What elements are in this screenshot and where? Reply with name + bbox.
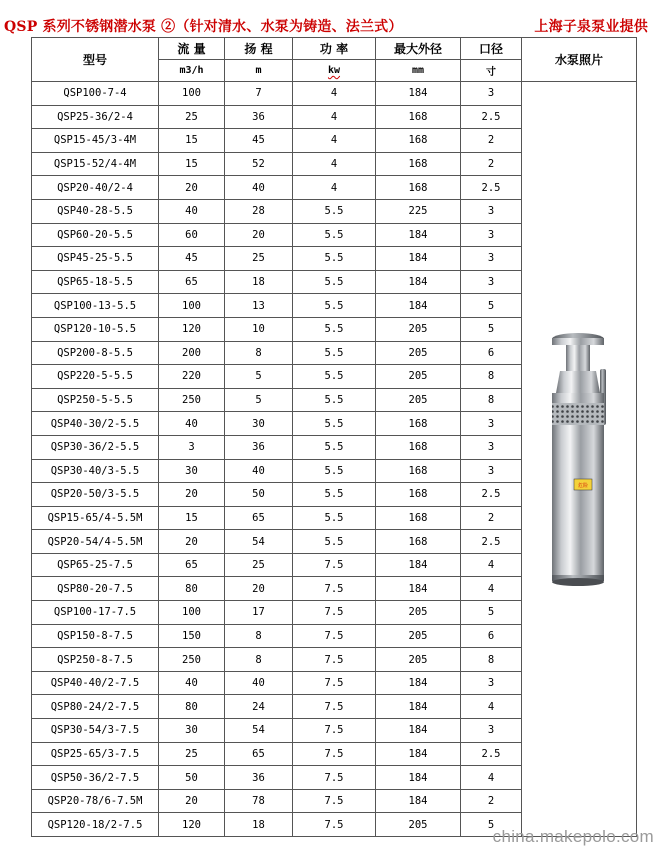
cell-diameter: 184 [376,553,461,577]
cell-model: QSP20-54/4-5.5M [32,530,159,554]
unit-outlet: 寸 [461,60,522,82]
cell-power: 7.5 [293,577,376,601]
cell-model: QSP40-28-5.5 [32,199,159,223]
cell-flow: 25 [159,742,225,766]
cell-model: QSP15-45/3-4M [32,129,159,153]
cell-flow: 60 [159,223,225,247]
cell-head: 36 [225,766,293,790]
cell-model: QSP100-7-4 [32,82,159,106]
cell-power: 5.5 [293,199,376,223]
cell-power: 5.5 [293,483,376,507]
cell-diameter: 184 [376,766,461,790]
cell-model: QSP120-10-5.5 [32,317,159,341]
cell-outlet: 3 [461,270,522,294]
cell-model: QSP220-5-5.5 [32,365,159,389]
cell-outlet: 3 [461,247,522,271]
watermark: china.makepolo.com [492,827,654,846]
cell-diameter: 184 [376,270,461,294]
cell-diameter: 168 [376,176,461,200]
cell-flow: 3 [159,435,225,459]
cell-diameter: 168 [376,412,461,436]
cell-head: 5 [225,365,293,389]
cell-model: QSP25-36/2-4 [32,105,159,129]
cell-power: 7.5 [293,601,376,625]
cell-diameter: 184 [376,671,461,695]
cell-flow: 15 [159,506,225,530]
cell-power: 7.5 [293,789,376,813]
cell-power: 7.5 [293,813,376,837]
cell-power: 7.5 [293,553,376,577]
cell-diameter: 184 [376,294,461,318]
cell-head: 8 [225,341,293,365]
cell-outlet: 6 [461,341,522,365]
cell-model: QSP25-65/3-7.5 [32,742,159,766]
cell-head: 65 [225,742,293,766]
unit-diameter: mm [376,60,461,82]
cell-power: 5.5 [293,270,376,294]
cell-head: 52 [225,152,293,176]
photo-cell [522,82,637,837]
cell-head: 25 [225,247,293,271]
cell-model: QSP15-52/4-4M [32,152,159,176]
cell-outlet: 3 [461,435,522,459]
cell-flow: 150 [159,624,225,648]
cell-outlet: 2.5 [461,530,522,554]
cell-model: QSP30-40/3-5.5 [32,459,159,483]
cell-diameter: 205 [376,317,461,341]
cell-head: 40 [225,459,293,483]
cell-model: QSP65-25-7.5 [32,553,159,577]
cell-flow: 220 [159,365,225,389]
cell-model: QSP100-17-7.5 [32,601,159,625]
header-power: 功 率 [293,38,376,60]
cell-model: QSP50-36/2-7.5 [32,766,159,790]
cell-outlet: 3 [461,223,522,247]
cell-power: 5.5 [293,388,376,412]
header-model: 型号 [32,38,159,82]
cell-power: 7.5 [293,624,376,648]
cell-flow: 20 [159,176,225,200]
cell-diameter: 184 [376,577,461,601]
cell-head: 17 [225,601,293,625]
cell-model: QSP15-65/4-5.5M [32,506,159,530]
cell-head: 13 [225,294,293,318]
cell-head: 5 [225,388,293,412]
cell-power: 5.5 [293,530,376,554]
cell-flow: 25 [159,105,225,129]
cell-head: 24 [225,695,293,719]
cell-flow: 120 [159,317,225,341]
cell-flow: 250 [159,388,225,412]
cell-head: 25 [225,553,293,577]
cell-diameter: 205 [376,388,461,412]
cell-head: 40 [225,176,293,200]
table-row [32,82,637,106]
cell-model: QSP20-50/3-5.5 [32,483,159,507]
cell-power: 5.5 [293,365,376,389]
cell-diameter: 184 [376,719,461,743]
cell-model: QSP65-18-5.5 [32,270,159,294]
cell-outlet: 8 [461,365,522,389]
cell-diameter: 184 [376,82,461,106]
cell-head: 36 [225,435,293,459]
cell-diameter: 168 [376,152,461,176]
cell-flow: 50 [159,766,225,790]
cell-outlet: 3 [461,459,522,483]
cell-outlet: 5 [461,317,522,341]
pump-photo [540,329,618,589]
header-outlet: 口径 [461,38,522,60]
cell-flow: 100 [159,601,225,625]
cell-diameter: 205 [376,365,461,389]
cell-flow: 120 [159,813,225,837]
cell-power: 5.5 [293,247,376,271]
unit-flow: m3/h [159,60,225,82]
cell-head: 20 [225,577,293,601]
cell-head: 30 [225,412,293,436]
cell-outlet: 4 [461,577,522,601]
cell-model: QSP250-8-7.5 [32,648,159,672]
cell-outlet: 5 [461,813,522,837]
cell-diameter: 168 [376,129,461,153]
cell-head: 36 [225,105,293,129]
cell-power: 5.5 [293,506,376,530]
cell-head: 65 [225,506,293,530]
cell-outlet: 8 [461,388,522,412]
header-diameter: 最大外径 [376,38,461,60]
cell-diameter: 184 [376,742,461,766]
cell-outlet: 3 [461,719,522,743]
cell-outlet: 2.5 [461,176,522,200]
title-supplier: 上海子泉泵业提供 [534,19,648,35]
cell-flow: 65 [159,270,225,294]
cell-diameter: 205 [376,624,461,648]
cell-power: 7.5 [293,648,376,672]
cell-outlet: 3 [461,82,522,106]
cell-model: QSP30-54/3-7.5 [32,719,159,743]
cell-power: 5.5 [293,412,376,436]
cell-outlet: 4 [461,766,522,790]
cell-power: 5.5 [293,294,376,318]
cell-model: QSP120-18/2-7.5 [32,813,159,837]
cell-diameter: 225 [376,199,461,223]
cell-flow: 40 [159,412,225,436]
unit-power: kw [293,60,376,82]
cell-model: QSP80-20-7.5 [32,577,159,601]
cell-model: QSP40-40/2-7.5 [32,671,159,695]
cell-power: 4 [293,152,376,176]
cell-flow: 30 [159,719,225,743]
cell-diameter: 168 [376,105,461,129]
cell-diameter: 168 [376,506,461,530]
cell-diameter: 184 [376,223,461,247]
cell-flow: 30 [159,459,225,483]
cell-power: 4 [293,82,376,106]
cell-model: QSP60-20-5.5 [32,223,159,247]
document-title [4,14,654,36]
header-photo: 水泵照片 [522,38,637,82]
cell-head: 28 [225,199,293,223]
cell-model: QSP250-5-5.5 [32,388,159,412]
cell-flow: 20 [159,789,225,813]
header-flow: 流 量 [159,38,225,60]
cell-power: 7.5 [293,742,376,766]
warning-label-text: 危险 [577,483,589,489]
cell-power: 5.5 [293,459,376,483]
cell-model: QSP100-13-5.5 [32,294,159,318]
cell-diameter: 168 [376,459,461,483]
cell-power: 4 [293,129,376,153]
cell-power: 5.5 [293,223,376,247]
cell-flow: 80 [159,695,225,719]
cell-head: 50 [225,483,293,507]
cell-outlet: 4 [461,553,522,577]
cell-model: QSP40-30/2-5.5 [32,412,159,436]
cell-power: 7.5 [293,766,376,790]
cell-flow: 20 [159,530,225,554]
cell-outlet: 2 [461,506,522,530]
table-body [32,82,637,837]
cell-diameter: 205 [376,813,461,837]
cell-flow: 15 [159,152,225,176]
cell-head: 20 [225,223,293,247]
cell-flow: 100 [159,294,225,318]
cell-outlet: 2.5 [461,742,522,766]
cell-model: QSP30-36/2-5.5 [32,435,159,459]
cell-power: 5.5 [293,317,376,341]
cell-power: 4 [293,105,376,129]
cell-outlet: 3 [461,199,522,223]
cell-outlet: 8 [461,648,522,672]
cell-diameter: 168 [376,483,461,507]
cell-model: QSP80-24/2-7.5 [32,695,159,719]
pump-spec-table [31,37,637,837]
cell-outlet: 2.5 [461,105,522,129]
cell-outlet: 2 [461,152,522,176]
cell-outlet: 5 [461,294,522,318]
cell-diameter: 184 [376,247,461,271]
cell-head: 10 [225,317,293,341]
cell-outlet: 5 [461,601,522,625]
cell-flow: 40 [159,199,225,223]
cell-outlet: 4 [461,695,522,719]
cell-head: 54 [225,719,293,743]
cell-flow: 45 [159,247,225,271]
cell-head: 54 [225,530,293,554]
cell-diameter: 184 [376,789,461,813]
header-head: 扬 程 [225,38,293,60]
cell-outlet: 6 [461,624,522,648]
title-main: QSP 系列不锈钢潜水泵 ②（针对清水、水泵为铸造、法兰式） [4,19,403,35]
cell-head: 7 [225,82,293,106]
cell-diameter: 205 [376,648,461,672]
cell-diameter: 168 [376,435,461,459]
cell-head: 78 [225,789,293,813]
cell-power: 5.5 [293,435,376,459]
cell-diameter: 168 [376,530,461,554]
cell-model: QSP20-40/2-4 [32,176,159,200]
cell-power: 5.5 [293,341,376,365]
cell-head: 18 [225,270,293,294]
cell-diameter: 205 [376,341,461,365]
cell-model: QSP20-78/6-7.5M [32,789,159,813]
cell-power: 7.5 [293,695,376,719]
cell-model: QSP45-25-5.5 [32,247,159,271]
cell-outlet: 2.5 [461,483,522,507]
cell-flow: 100 [159,82,225,106]
cell-diameter: 205 [376,601,461,625]
cell-outlet: 2 [461,789,522,813]
cell-power: 4 [293,176,376,200]
cell-diameter: 184 [376,695,461,719]
cell-flow: 15 [159,129,225,153]
cell-flow: 200 [159,341,225,365]
cell-flow: 250 [159,648,225,672]
cell-model: QSP200-8-5.5 [32,341,159,365]
cell-flow: 20 [159,483,225,507]
cell-outlet: 3 [461,671,522,695]
cell-head: 8 [225,624,293,648]
cell-model: QSP150-8-7.5 [32,624,159,648]
cell-head: 18 [225,813,293,837]
cell-head: 40 [225,671,293,695]
unit-head: m [225,60,293,82]
cell-flow: 40 [159,671,225,695]
cell-flow: 80 [159,577,225,601]
cell-head: 45 [225,129,293,153]
cell-outlet: 3 [461,412,522,436]
cell-head: 8 [225,648,293,672]
cell-power: 7.5 [293,671,376,695]
cell-outlet: 2 [461,129,522,153]
cell-flow: 65 [159,553,225,577]
cell-power: 7.5 [293,719,376,743]
